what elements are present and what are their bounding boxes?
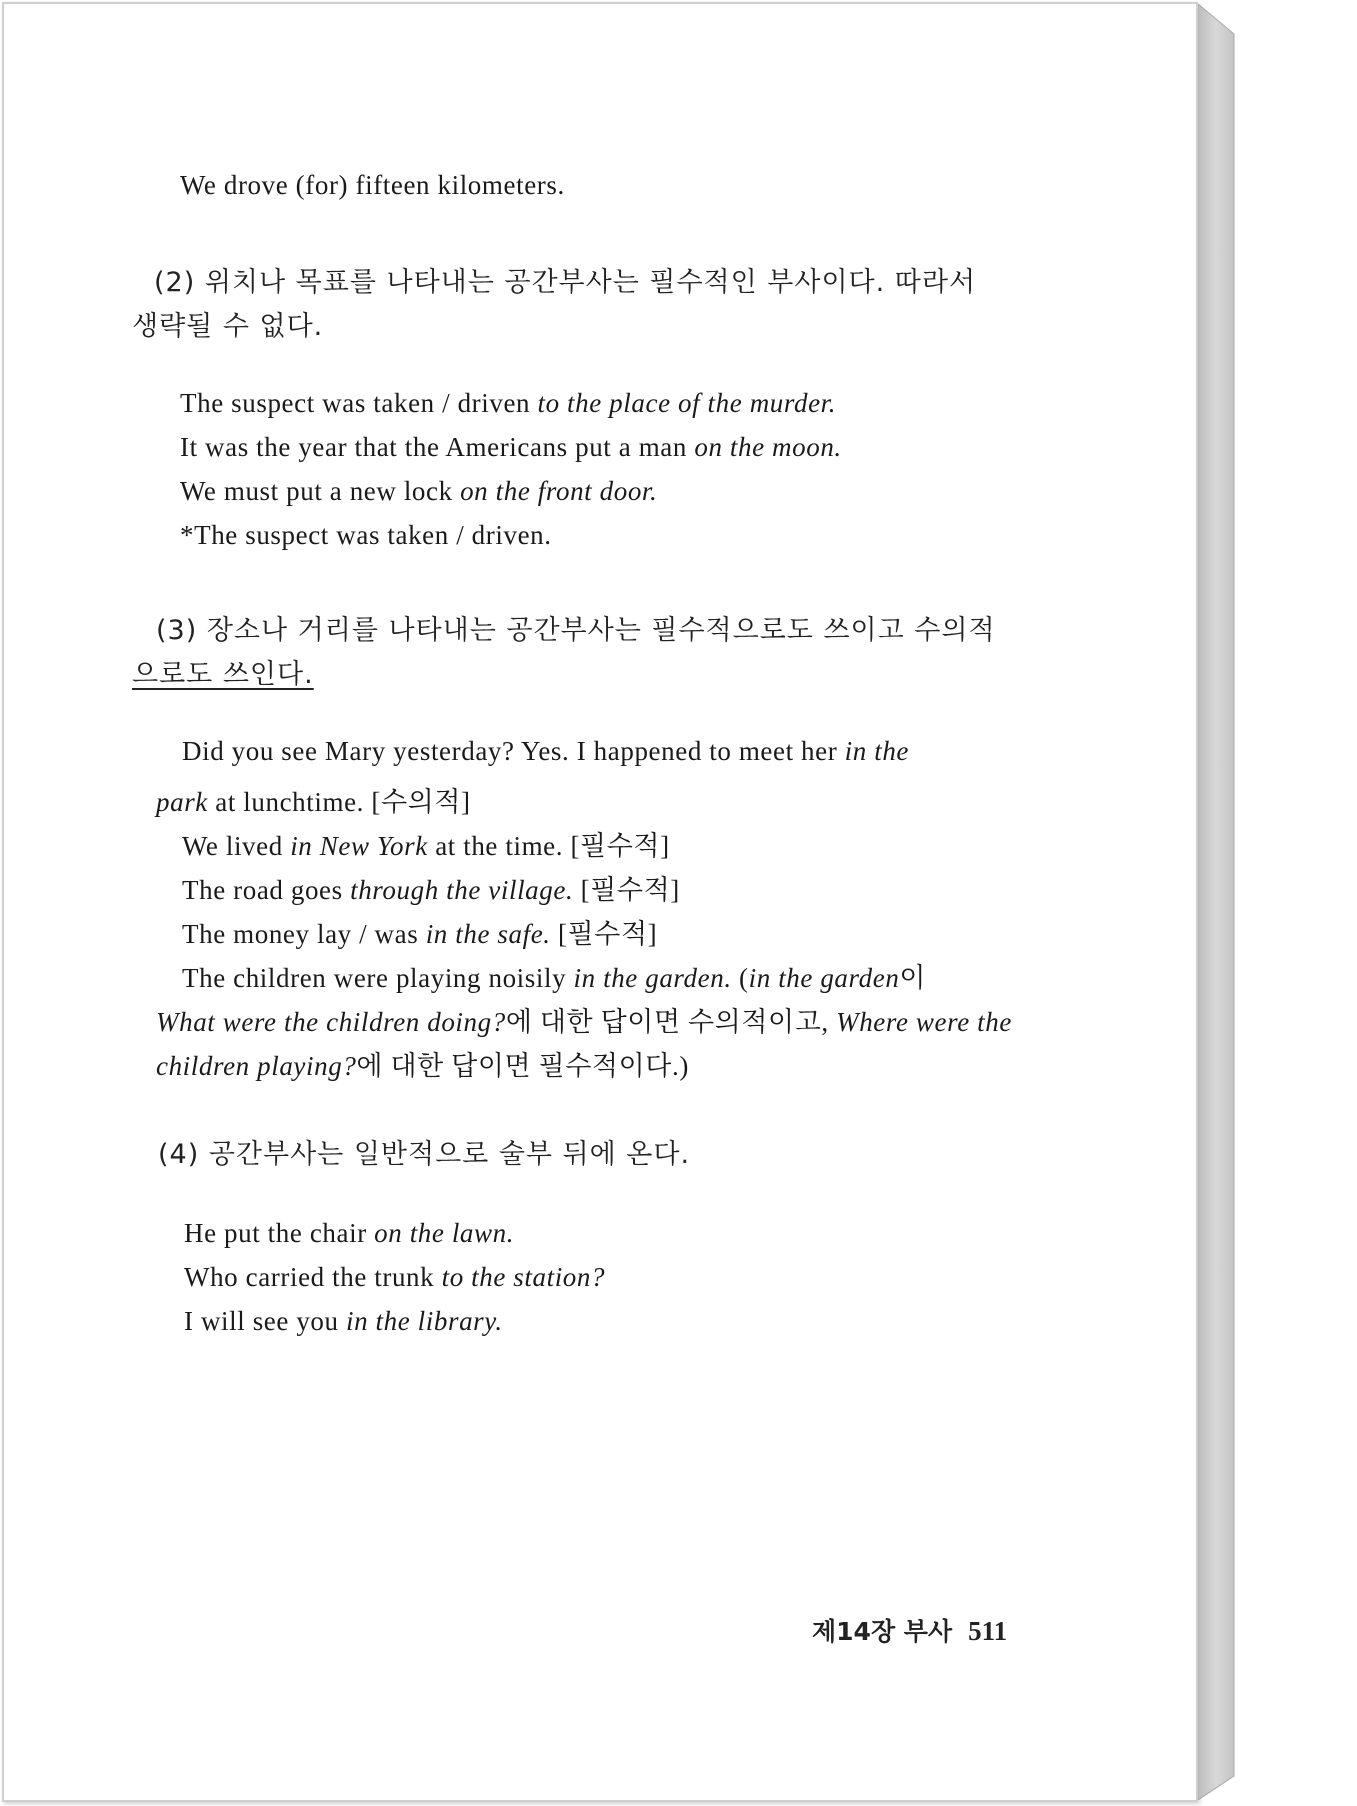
section-2-heading — [154, 260, 1034, 299]
example-line: The road goes through the village. [필수적] — [182, 875, 680, 905]
page-number: 511 — [968, 1616, 1008, 1646]
book-page — [2, 2, 1198, 1802]
section-3-heading — [156, 608, 1036, 647]
heading-line: (3) 장소나 거리를 나타내는 공간부사는 필수적으로도 쓰이고 수의적 — [156, 615, 996, 646]
section-3-heading-cont — [132, 652, 1012, 691]
example-text: We drove (for) fifteen kilometers. — [180, 170, 565, 200]
example-line: He put the chair on the lawn. — [184, 1218, 515, 1248]
example-line: *The suspect was taken / driven. — [180, 520, 552, 550]
example-line: I will see you in the library. — [184, 1306, 503, 1336]
example-line: We lived in New York at the time. [필수적] — [182, 831, 670, 861]
example-line: Who carried the trunk to the station? — [184, 1262, 606, 1292]
example-line: We must put a new lock on the front door. — [180, 476, 658, 506]
heading-line: 으로도 쓰인다. — [132, 659, 314, 690]
page-footer — [812, 1612, 1007, 1648]
example-line: Did you see Mary yesterday? Yes. I happened to meet her in the — [182, 736, 910, 766]
heading-line: 생략될 수 없다. — [132, 311, 324, 342]
chapter-label: 제14장 부사 — [812, 1617, 953, 1646]
example-line — [180, 170, 1060, 201]
example-line: The children were playing noisily in the garden. (in the garden이 — [182, 963, 927, 993]
example-line: children playing?에 대한 답이면 필수적이다.) — [156, 1051, 689, 1081]
example-line: It was the year that the Americans put a man on the moon. — [180, 432, 842, 462]
example-line: park at lunchtime. [수의적] — [156, 787, 471, 817]
section-2-heading-cont — [132, 304, 1012, 343]
heading-line: (4) 공간부사는 일반적으로 술부 뒤에 온다. — [158, 1139, 691, 1170]
example-line: The suspect was taken / driven to the place of the murder. — [180, 388, 837, 418]
example-line: The money lay / was in the safe. [필수적] — [182, 919, 658, 949]
example-line: What were the children doing?에 대한 답이면 수의적이고, Where were the — [156, 1007, 1012, 1037]
book-spine — [1198, 4, 1240, 1800]
section-4-heading — [158, 1132, 1038, 1171]
heading-line: (2) 위치나 목표를 나타내는 공간부사는 필수적인 부사이다. 따라서 — [154, 267, 977, 298]
